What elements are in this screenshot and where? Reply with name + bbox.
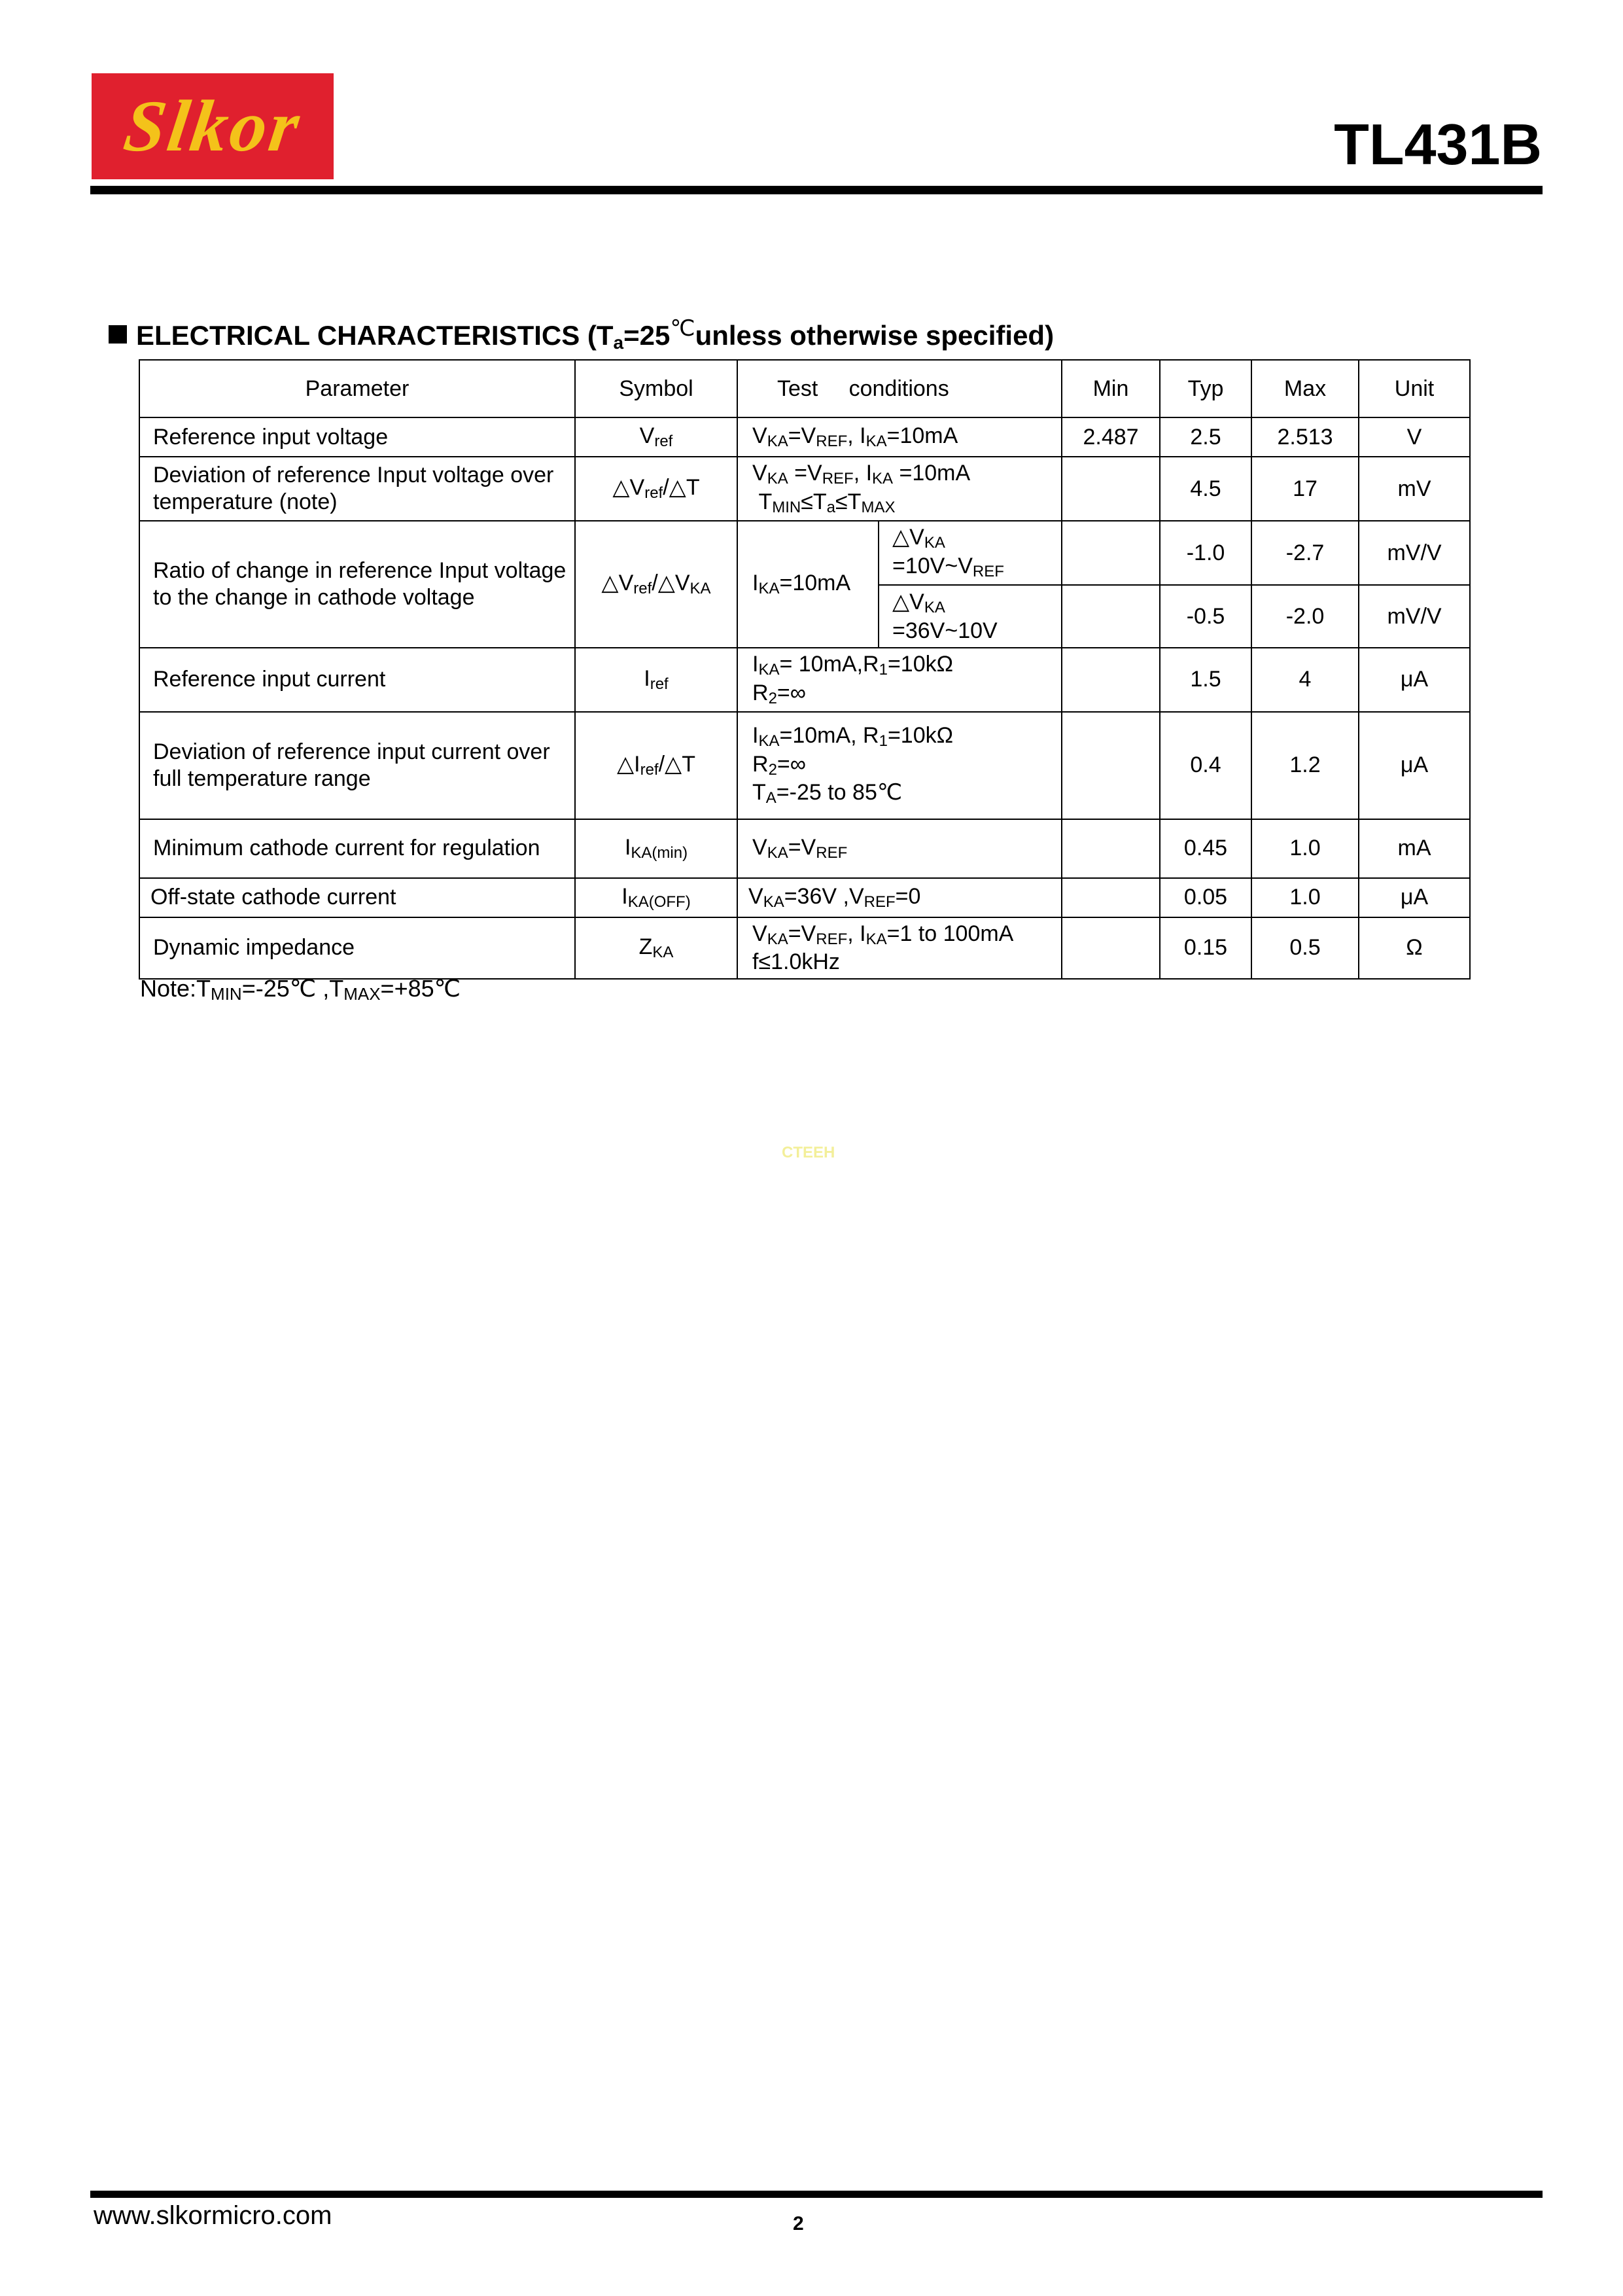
condition-cell: $I_{KA}=10mA$ [737,521,879,648]
page-number: 2 [793,2213,804,2234]
condition-subcell: $\triangle V_{KA}$ =36V~10V [879,585,1062,648]
section-heading: ELECTRICAL CHARACTERISTICS ($T_a=25^℃unless$ otherwise specified) [109,315,1054,353]
watermark: CTEEH [782,1144,835,1161]
company-logo [92,73,334,179]
symbol-cell: $I_{KA(OFF)}$ [575,878,737,917]
table-row: Minimum cathode current for regulation $I_{KA(min)}$ $V_{KA}=V_{REF}$ 0.45 1.0 mA [139,819,1470,878]
symbol-cell: $\triangle V_{ref}/\triangle T$ [575,457,737,521]
header-symbol: Symbol [575,360,737,417]
condition-cell: $V_{KA}=V_{REF}$, $I_{KA}=10mA$ [737,417,1062,457]
logo-text: Slkor [118,85,307,167]
symbol-cell: $I_{KA(min)}$ [575,819,737,878]
symbol-cell: $Z_{KA}$ [575,917,737,980]
table-row: Dynamic impedance $Z_{KA}$ $V_{KA}=V_{REF}$, $I_{KA}=1$ to 100mA f≤1.0kHz 0.15 0.5 Ω [139,917,1470,980]
condition-cell: $I_{KA}= 10mA,R_1=10k\Omega$ $R_2=\infty$ [737,648,1062,712]
header-min: Min [1062,360,1160,417]
header-typ: Typ [1160,360,1251,417]
table-header-row [139,360,1470,417]
footer-rule [90,2191,1543,2198]
symbol-cell: $\triangle I_{ref}/\triangle T$ [575,712,737,819]
condition-cell: $I_{KA}=10mA$, $R_1=10k\Omega$ $R_2=\infty$ $T_A=-25$ to 85℃ [737,712,1062,819]
condition-subcell: $\triangle V_{KA}$ $=10V\sim V_{REF}$ [879,521,1062,585]
symbol-cell: $I_{ref}$ [575,648,737,712]
header-rule [90,186,1543,194]
symbol-cell: $V_{ref}$ [575,417,737,457]
table-row: Reference input voltage $V_{ref}$ $V_{KA}=V_{REF}$, $I_{KA}=10mA$ 2.487 2.5 2.513 V [139,417,1470,457]
condition-cell: $V_{KA}=V_{REF}$, $I_{KA}=1$ to 100mA f≤1.0kHz [737,917,1062,980]
temperature-note: $Note:T_{MIN}=-25℃$ $,T_{MAX}=+85℃$ [140,975,461,1004]
condition-cell: $V_{KA}=36V$ $,V_{REF}=0$ [737,878,1062,917]
condition-cell: $V_{KA}=V_{REF}$ [737,819,1062,878]
footer-url: www.slkormicro.com [94,2201,332,2230]
table-row: Deviation of reference Input voltage over temperature (note) $\triangle V_{ref}/\triangle T$ $V_{KA} =V_{REF}$, $I_{KA} =10mA$ $T_{MIN}\le T_a\le T_{MAX}$ 4.5 17 mV [139,457,1470,521]
table-row: Off-state cathode current $I_{KA(OFF)}$ $V_{KA}=36V$ $,V_{REF}=0$ 0.05 1.0 μA [139,878,1470,917]
condition-cell: $V_{KA} =V_{REF}$, $I_{KA} =10mA$ $T_{MIN}\le T_a\le T_{MAX}$ [737,457,1062,521]
header-parameter: Parameter [139,360,575,417]
square-bullet-icon [109,325,127,344]
header-max: Max [1251,360,1359,417]
electrical-characteristics-table [139,359,1471,980]
table-row: $\triangle V_{KA}$ =36V~10V -0.5 -2.0 mV/V [139,585,1470,648]
symbol-cell: $\triangle V_{ref}/\triangle V_{KA}$ [575,521,737,648]
header-test-conditions: Test conditions [737,360,1062,417]
table-row: Deviation of reference input current over full temperature range $\triangle I_{ref}/\triangle T$ $I_{KA}=10mA$, $R_1=10k\Omega$ $R_2=\infty$ $T_A=-25$ to 85℃ 0.4 1.2 μA [139,712,1470,819]
table-row: Ratio of change in reference Input voltage to the change in cathode voltage $\triangle V_{ref}/\triangle V_{KA}$ $I_{KA}=10mA$ $\triangle V_{KA}$ $=10V\sim V_{REF}$ -1.0 -2.7 mV/V [139,521,1470,585]
table-row: Reference input current $I_{ref}$ $I_{KA}= 10mA,R_1=10k\Omega$ $R_2=\infty$ 1.5 4 μA [139,648,1470,712]
part-number-title: TL431B [1334,112,1542,177]
header-unit: Unit [1359,360,1470,417]
